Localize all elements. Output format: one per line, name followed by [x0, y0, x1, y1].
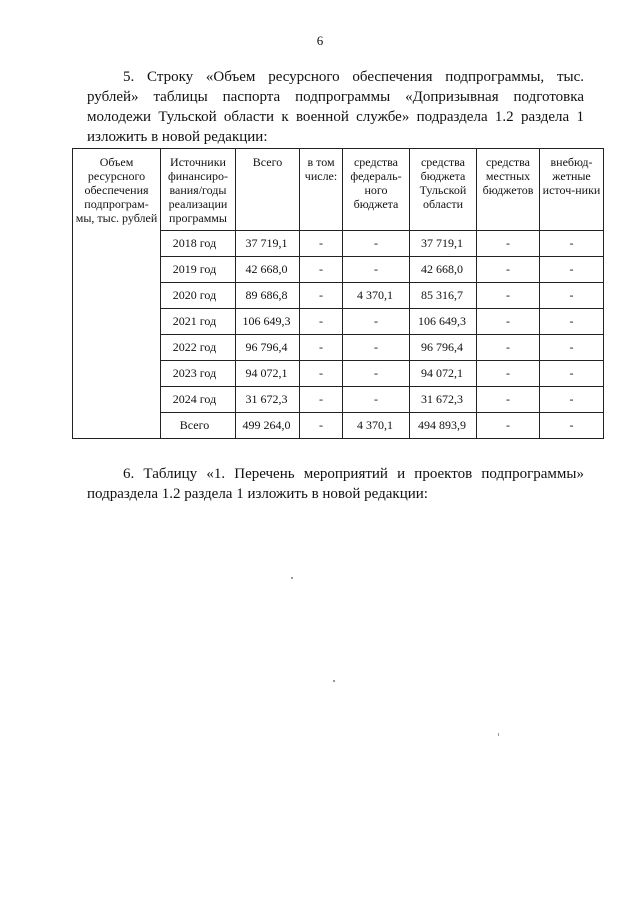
header-sources: Источники финансиро-вания/годы реализации программы: [161, 149, 236, 231]
scan-speck: [291, 577, 293, 579]
cell-federal: 4 370,1: [343, 413, 410, 439]
cell-year: 2020 год: [161, 283, 236, 309]
cell-federal: -: [343, 309, 410, 335]
cell-regional: 96 796,4: [410, 335, 477, 361]
cell-regional: 31 672,3: [410, 387, 477, 413]
cell-including: -: [300, 387, 343, 413]
cell-extrabudget: -: [540, 335, 604, 361]
cell-federal: -: [343, 231, 410, 257]
cell-local: -: [477, 283, 540, 309]
cell-regional: 106 649,3: [410, 309, 477, 335]
cell-total: 94 072,1: [236, 361, 300, 387]
table-header-row: [73, 149, 604, 231]
header-including: в том числе:: [300, 149, 343, 231]
header-local: средства местных бюджетов: [477, 149, 540, 231]
cell-federal: -: [343, 335, 410, 361]
cell-year: Всего: [161, 413, 236, 439]
cell-including: -: [300, 361, 343, 387]
header-federal: средства федераль-ного бюджета: [343, 149, 410, 231]
cell-extrabudget: -: [540, 283, 604, 309]
cell-regional: 37 719,1: [410, 231, 477, 257]
cell-including: -: [300, 413, 343, 439]
cell-total: 42 668,0: [236, 257, 300, 283]
cell-local: -: [477, 335, 540, 361]
cell-local: -: [477, 413, 540, 439]
cell-year: 2024 год: [161, 387, 236, 413]
cell-total: 37 719,1: [236, 231, 300, 257]
cell-regional: 94 072,1: [410, 361, 477, 387]
header-extrabudget: внебюд-жетные источ-ники: [540, 149, 604, 231]
scan-speck: [498, 733, 499, 736]
cell-federal: -: [343, 387, 410, 413]
cell-including: -: [300, 335, 343, 361]
cell-total: 499 264,0: [236, 413, 300, 439]
cell-extrabudget: -: [540, 309, 604, 335]
cell-year: 2018 год: [161, 231, 236, 257]
cell-regional: 494 893,9: [410, 413, 477, 439]
cell-extrabudget: -: [540, 413, 604, 439]
cell-local: -: [477, 361, 540, 387]
cell-including: -: [300, 309, 343, 335]
cell-regional: 42 668,0: [410, 257, 477, 283]
cell-federal: 4 370,1: [343, 283, 410, 309]
cell-extrabudget: -: [540, 257, 604, 283]
cell-total: 31 672,3: [236, 387, 300, 413]
cell-year: 2019 год: [161, 257, 236, 283]
cell-year: 2022 год: [161, 335, 236, 361]
cell-year: 2021 год: [161, 309, 236, 335]
cell-including: -: [300, 257, 343, 283]
cell-total: 106 649,3: [236, 309, 300, 335]
cell-federal: -: [343, 257, 410, 283]
cell-extrabudget: -: [540, 231, 604, 257]
cell-total: 89 686,8: [236, 283, 300, 309]
cell-local: -: [477, 257, 540, 283]
cell-regional: 85 316,7: [410, 283, 477, 309]
paragraph-amendment-5: 5. Строку «Объем ресурсного обеспечения подпрограммы, тыс. рублей» таблицы паспорта подпрограммы «Допризывная подготовка молодежи Тульской области к военной службе» подраздела 1.2 раздела 1 изложить в новой редакции:: [87, 69, 584, 145]
scan-speck: [333, 680, 335, 682]
cell-federal: -: [343, 361, 410, 387]
financing-table: [72, 148, 604, 439]
cell-year: 2023 год: [161, 361, 236, 387]
cell-total: 96 796,4: [236, 335, 300, 361]
header-total: Всего: [236, 149, 300, 231]
cell-including: -: [300, 231, 343, 257]
cell-local: -: [477, 309, 540, 335]
row-label-cell: Объем ресурсного обеспечения подпрограм-мы, тыс. рублей: [73, 149, 161, 439]
paragraph-amendment-6: 6. Таблицу «1. Перечень мероприятий и проектов подпрограммы» подраздела 1.2 раздела 1 изложить в новой редакции:: [87, 466, 584, 502]
cell-including: -: [300, 283, 343, 309]
page-number: 6: [316, 33, 324, 48]
header-regional: средства бюджета Тульской области: [410, 149, 477, 231]
cell-local: -: [477, 231, 540, 257]
cell-extrabudget: -: [540, 361, 604, 387]
cell-extrabudget: -: [540, 387, 604, 413]
cell-local: -: [477, 387, 540, 413]
